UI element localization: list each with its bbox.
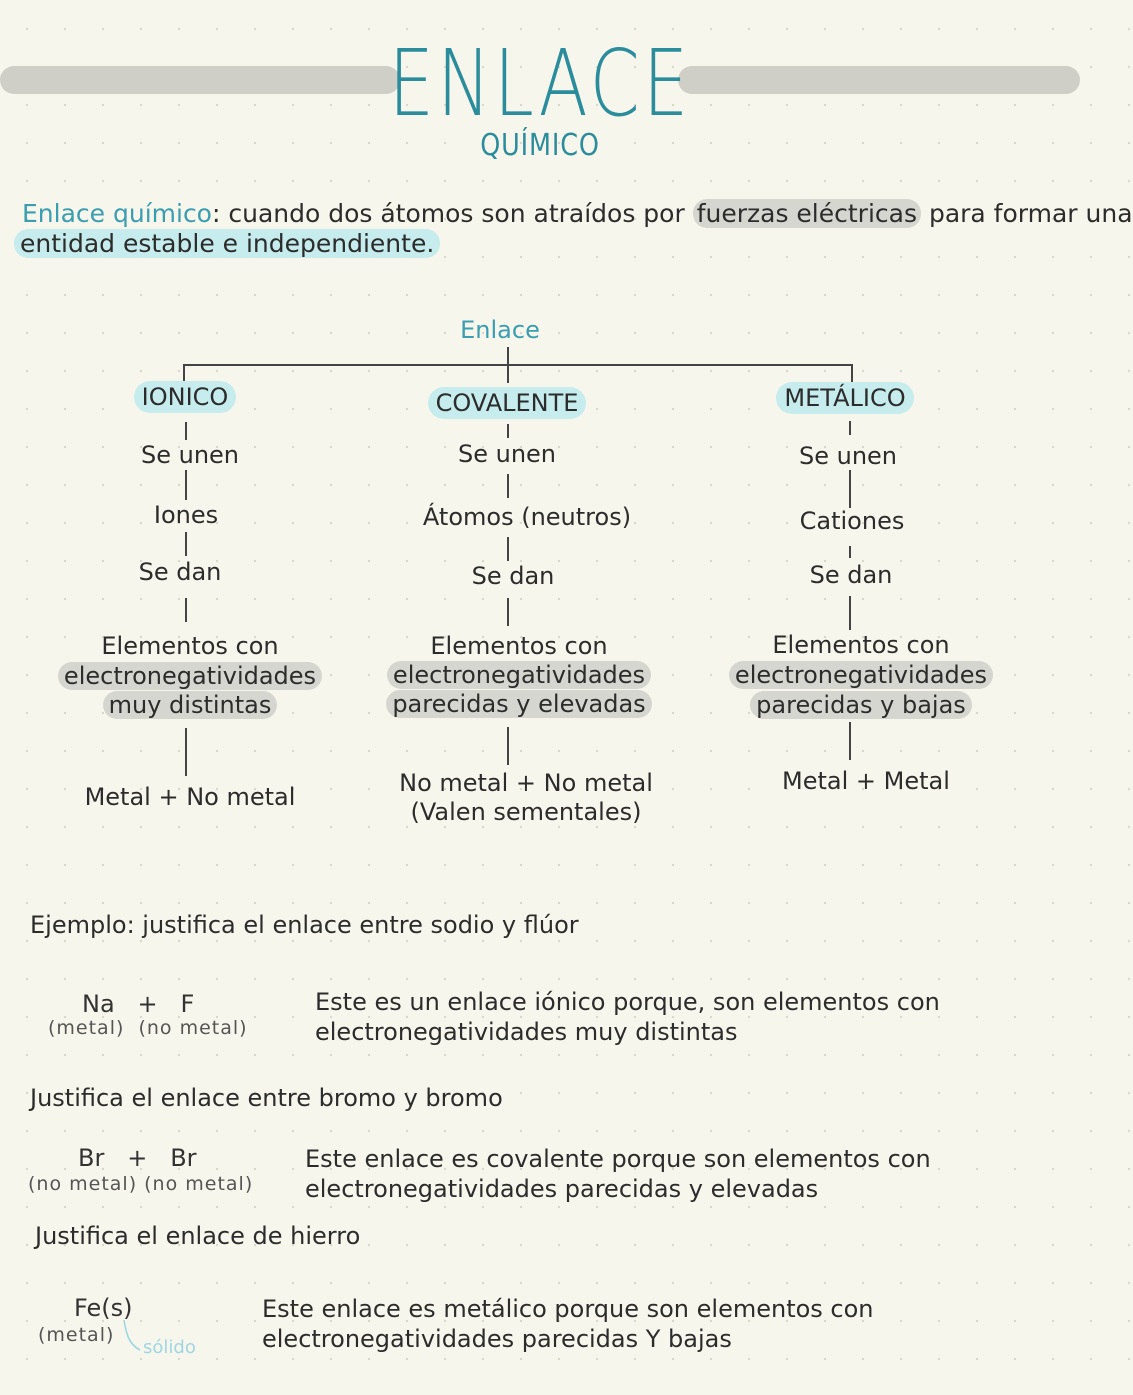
branch-ionico-type [85, 382, 285, 412]
definition-line-2 [14, 229, 440, 259]
definition-term: Enlace químico [22, 199, 212, 228]
example-1-formula-sub: (metal) (no metal) [48, 1017, 248, 1039]
example-1-formula: Na + F [82, 990, 195, 1018]
branch-covalente-join: Se unen [457, 440, 557, 468]
page-subtitle: QUÍMICO [480, 128, 600, 163]
branch-ionico-occur: Se dan [138, 558, 222, 586]
branch-covalente-elements-2 [369, 660, 669, 690]
branch-ionico-line-2 [185, 470, 187, 500]
example-2-formula-sub: (no metal) (no metal) [28, 1173, 254, 1195]
branch-metalico-elements-3 [711, 690, 1011, 720]
example-3-note: sólido [143, 1337, 196, 1358]
branch-covalente-line-1 [507, 424, 509, 438]
branch-covalente-elements-2-text: electronegatividades [387, 661, 651, 689]
example-3-prompt: Justifica el enlace de hierro [35, 1222, 361, 1250]
definition-line-1 [22, 199, 1133, 229]
branch-ionico-elements-1: Elementos con [101, 632, 279, 660]
definition-line-2-text: entidad estable e independiente. [14, 229, 440, 258]
definition-highlight: fuerzas eléctricas [693, 199, 921, 228]
branch-metalico-particles: Cationes [799, 507, 905, 535]
branch-ionico-line-3 [185, 532, 187, 556]
branch-metalico-elements-2 [711, 660, 1011, 690]
branch-ionico-join: Se unen [140, 441, 240, 469]
branch-metalico-line-5 [849, 722, 851, 760]
example-1-answer-2: electronegatividades muy distintas [315, 1018, 738, 1046]
branch-ionico-type-label: IONICO [134, 381, 237, 413]
branch-metalico-elements-2-text: electronegatividades [729, 661, 993, 689]
branch-covalente-elements-3-text: parecidas y elevadas [386, 690, 651, 718]
branch-metalico-type-label: METÁLICO [776, 382, 913, 414]
example-3-formula: Fe(s) [74, 1294, 133, 1322]
branch-covalente-line-5 [507, 727, 509, 765]
example-2-formula: Br + Br [78, 1144, 197, 1172]
tree-horizontal-line [183, 364, 853, 366]
definition-text-2: para formar una [921, 199, 1133, 228]
branch-ionico-line-1 [185, 422, 187, 440]
example-1-answer-1: Este es un enlace iónico porque, son elementos con [315, 988, 940, 1016]
example-2-prompt: Justifica el enlace entre bromo y bromo [30, 1084, 503, 1112]
branch-covalente-type-label: COVALENTE [428, 387, 587, 419]
branch-covalente-particles: Átomos (neutros) [422, 503, 632, 531]
branch-ionico-elements-2 [40, 661, 340, 691]
branch-metalico-join: Se unen [798, 442, 898, 470]
branch-ionico-elements-2-text: electronegatividades [58, 662, 322, 690]
branch-metalico-line-2 [849, 470, 851, 508]
branch-covalente-type [407, 388, 607, 418]
tree-root: Enlace [460, 316, 540, 344]
branch-metalico-elements-1: Elementos con [772, 631, 950, 659]
branch-metalico-result: Metal + Metal [782, 767, 950, 795]
example-3-formula-sub: (metal) [38, 1324, 115, 1346]
branch-ionico-elements-3 [40, 690, 340, 720]
definition-text-1: : cuando dos átomos son atraídos por [211, 199, 693, 228]
branch-ionico-line-5 [185, 728, 187, 776]
branch-covalente-elements-1: Elementos con [430, 632, 608, 660]
branch-ionico-line-4 [185, 598, 187, 622]
branch-covalente-result-1: No metal + No metal [399, 769, 653, 797]
branch-metalico-line-1 [849, 421, 851, 435]
branch-covalente-line-2 [507, 474, 509, 498]
example-1-prompt: Ejemplo: justifica el enlace entre sodio y flúor [30, 911, 579, 939]
branch-metalico-occur: Se dan [809, 561, 893, 589]
example-2-answer-1: Este enlace es covalente porque son elementos con [305, 1145, 931, 1173]
branch-covalente-result-2: (Valen sementales) [410, 798, 642, 826]
page-title: ENLACE [388, 30, 692, 137]
branch-ionico-elements-3-text: muy distintas [103, 691, 278, 719]
branch-covalente-occur: Se dan [471, 562, 555, 590]
branch-metalico-line-4 [849, 596, 851, 630]
tree-left-drop [183, 364, 185, 382]
example-3-answer-2: electronegatividades parecidas Y bajas [262, 1325, 732, 1353]
branch-metalico-line-3 [849, 546, 851, 558]
branch-covalente-line-4 [507, 598, 509, 626]
example-3-answer-1: Este enlace es metálico porque son elementos con [262, 1295, 874, 1323]
branch-metalico-elements-3-text: parecidas y bajas [750, 691, 972, 719]
branch-ionico-result: Metal + No metal [84, 783, 296, 811]
branch-metalico-type [745, 383, 945, 413]
branch-covalente-elements-3 [369, 689, 669, 719]
example-2-answer-2: electronegatividades parecidas y elevadas [305, 1175, 819, 1203]
branch-ionico-particles: Iones [153, 501, 219, 529]
tree-right-drop [851, 364, 853, 382]
branch-covalente-line-3 [507, 537, 509, 561]
